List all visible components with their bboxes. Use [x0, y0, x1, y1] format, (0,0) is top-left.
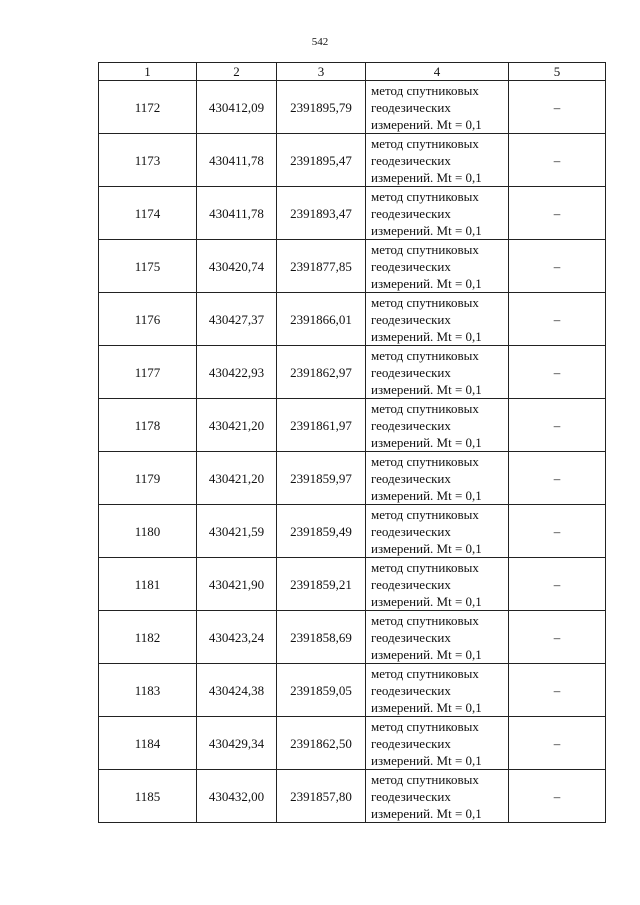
- note-cell: –: [509, 664, 606, 717]
- x-coordinate-cell: 430421,59: [197, 505, 277, 558]
- method-line: измерений. Mt = 0,1: [371, 381, 482, 397]
- table-row: [99, 770, 606, 823]
- method-line: метод спутниковых: [371, 771, 479, 787]
- table-row: [99, 611, 606, 664]
- x-coordinate-cell: 430421,20: [197, 452, 277, 505]
- table-header: [99, 63, 606, 81]
- method-line: измерений. Mt = 0,1: [371, 434, 482, 450]
- method-line: геодезических: [371, 152, 451, 168]
- method-line: геодезических: [371, 99, 451, 115]
- y-coordinate-cell: 2391858,69: [277, 611, 366, 664]
- table-row: [99, 346, 606, 399]
- table-body: [99, 81, 606, 823]
- y-coordinate-cell: 2391857,80: [277, 770, 366, 823]
- method-line: геодезических: [371, 788, 451, 804]
- method-cell: [366, 187, 509, 240]
- method-cell: [366, 611, 509, 664]
- header-col-4: 4: [366, 63, 509, 81]
- table-row: [99, 81, 606, 134]
- y-coordinate-cell: 2391895,47: [277, 134, 366, 187]
- x-coordinate-cell: 430421,90: [197, 558, 277, 611]
- y-coordinate-cell: 2391859,05: [277, 664, 366, 717]
- method-line: метод спутниковых: [371, 347, 479, 363]
- method-line: измерений. Mt = 0,1: [371, 222, 482, 238]
- x-coordinate-cell: 430429,34: [197, 717, 277, 770]
- y-coordinate-cell: 2391862,97: [277, 346, 366, 399]
- y-coordinate-cell: 2391859,49: [277, 505, 366, 558]
- point-number-cell: 1173: [99, 134, 197, 187]
- note-cell: –: [509, 399, 606, 452]
- note-cell: –: [509, 770, 606, 823]
- header-col-5: 5: [509, 63, 606, 81]
- table-row: [99, 293, 606, 346]
- method-line: измерений. Mt = 0,1: [371, 699, 482, 715]
- point-number-cell: 1172: [99, 81, 197, 134]
- note-cell: –: [509, 81, 606, 134]
- table-row: [99, 134, 606, 187]
- note-cell: –: [509, 611, 606, 664]
- note-cell: –: [509, 452, 606, 505]
- y-coordinate-cell: 2391877,85: [277, 240, 366, 293]
- table-row: [99, 717, 606, 770]
- method-cell: [366, 134, 509, 187]
- note-cell: –: [509, 505, 606, 558]
- y-coordinate-cell: 2391866,01: [277, 293, 366, 346]
- method-line: геодезических: [371, 629, 451, 645]
- method-cell: [366, 399, 509, 452]
- note-cell: –: [509, 293, 606, 346]
- point-number-cell: 1178: [99, 399, 197, 452]
- x-coordinate-cell: 430422,93: [197, 346, 277, 399]
- note-cell: –: [509, 346, 606, 399]
- page-number: 542: [311, 36, 329, 48]
- method-line: геодезических: [371, 735, 451, 751]
- method-cell: [366, 452, 509, 505]
- method-line: измерений. Mt = 0,1: [371, 116, 482, 132]
- header-row: [99, 63, 606, 81]
- method-line: геодезических: [371, 258, 451, 274]
- method-cell: [366, 81, 509, 134]
- method-line: метод спутниковых: [371, 559, 479, 575]
- method-line: геодезических: [371, 417, 451, 433]
- method-line: геодезических: [371, 311, 451, 327]
- point-number-cell: 1185: [99, 770, 197, 823]
- method-line: измерений. Mt = 0,1: [371, 328, 482, 344]
- x-coordinate-cell: 430412,09: [197, 81, 277, 134]
- x-coordinate-cell: 430421,20: [197, 399, 277, 452]
- method-line: измерений. Mt = 0,1: [371, 805, 482, 821]
- table-row: [99, 664, 606, 717]
- method-line: геодезических: [371, 205, 451, 221]
- y-coordinate-cell: 2391859,21: [277, 558, 366, 611]
- method-line: измерений. Mt = 0,1: [371, 275, 482, 291]
- method-cell: [366, 240, 509, 293]
- method-line: метод спутниковых: [371, 400, 479, 416]
- method-line: метод спутниковых: [371, 665, 479, 681]
- x-coordinate-cell: 430423,24: [197, 611, 277, 664]
- method-line: геодезических: [371, 470, 451, 486]
- point-number-cell: 1180: [99, 505, 197, 558]
- y-coordinate-cell: 2391859,97: [277, 452, 366, 505]
- x-coordinate-cell: 430420,74: [197, 240, 277, 293]
- table-row: [99, 240, 606, 293]
- header-col-2: 2: [197, 63, 277, 81]
- point-number-cell: 1176: [99, 293, 197, 346]
- method-line: геодезических: [371, 576, 451, 592]
- method-cell: [366, 770, 509, 823]
- x-coordinate-cell: 430411,78: [197, 134, 277, 187]
- method-line: измерений. Mt = 0,1: [371, 169, 482, 185]
- method-line: метод спутниковых: [371, 241, 479, 257]
- note-cell: –: [509, 134, 606, 187]
- method-line: измерений. Mt = 0,1: [371, 646, 482, 662]
- method-line: геодезических: [371, 364, 451, 380]
- table-row: [99, 558, 606, 611]
- table-row: [99, 399, 606, 452]
- method-line: измерений. Mt = 0,1: [371, 540, 482, 556]
- y-coordinate-cell: 2391895,79: [277, 81, 366, 134]
- method-line: геодезических: [371, 523, 451, 539]
- x-coordinate-cell: 430427,37: [197, 293, 277, 346]
- method-cell: [366, 717, 509, 770]
- method-line: измерений. Mt = 0,1: [371, 752, 482, 768]
- method-line: метод спутниковых: [371, 718, 479, 734]
- note-cell: –: [509, 717, 606, 770]
- method-line: измерений. Mt = 0,1: [371, 593, 482, 609]
- method-cell: [366, 558, 509, 611]
- method-cell: [366, 664, 509, 717]
- table-row: [99, 452, 606, 505]
- note-cell: –: [509, 187, 606, 240]
- x-coordinate-cell: 430411,78: [197, 187, 277, 240]
- x-coordinate-cell: 430432,00: [197, 770, 277, 823]
- point-number-cell: 1182: [99, 611, 197, 664]
- method-line: метод спутниковых: [371, 453, 479, 469]
- header-col-3: 3: [277, 63, 366, 81]
- header-col-1: 1: [99, 63, 197, 81]
- note-cell: –: [509, 558, 606, 611]
- point-number-cell: 1177: [99, 346, 197, 399]
- point-number-cell: 1175: [99, 240, 197, 293]
- method-cell: [366, 293, 509, 346]
- method-line: метод спутниковых: [371, 82, 479, 98]
- point-number-cell: 1179: [99, 452, 197, 505]
- method-line: метод спутниковых: [371, 506, 479, 522]
- method-line: измерений. Mt = 0,1: [371, 487, 482, 503]
- method-line: метод спутниковых: [371, 294, 479, 310]
- x-coordinate-cell: 430424,38: [197, 664, 277, 717]
- coordinates-table: [98, 62, 606, 823]
- method-line: метод спутниковых: [371, 135, 479, 151]
- method-line: метод спутниковых: [371, 188, 479, 204]
- table-row: [99, 187, 606, 240]
- table-row: [99, 505, 606, 558]
- y-coordinate-cell: 2391862,50: [277, 717, 366, 770]
- note-cell: –: [509, 240, 606, 293]
- method-line: геодезических: [371, 682, 451, 698]
- method-line: метод спутниковых: [371, 612, 479, 628]
- point-number-cell: 1183: [99, 664, 197, 717]
- y-coordinate-cell: 2391893,47: [277, 187, 366, 240]
- y-coordinate-cell: 2391861,97: [277, 399, 366, 452]
- method-cell: [366, 505, 509, 558]
- point-number-cell: 1174: [99, 187, 197, 240]
- point-number-cell: 1184: [99, 717, 197, 770]
- point-number-cell: 1181: [99, 558, 197, 611]
- method-cell: [366, 346, 509, 399]
